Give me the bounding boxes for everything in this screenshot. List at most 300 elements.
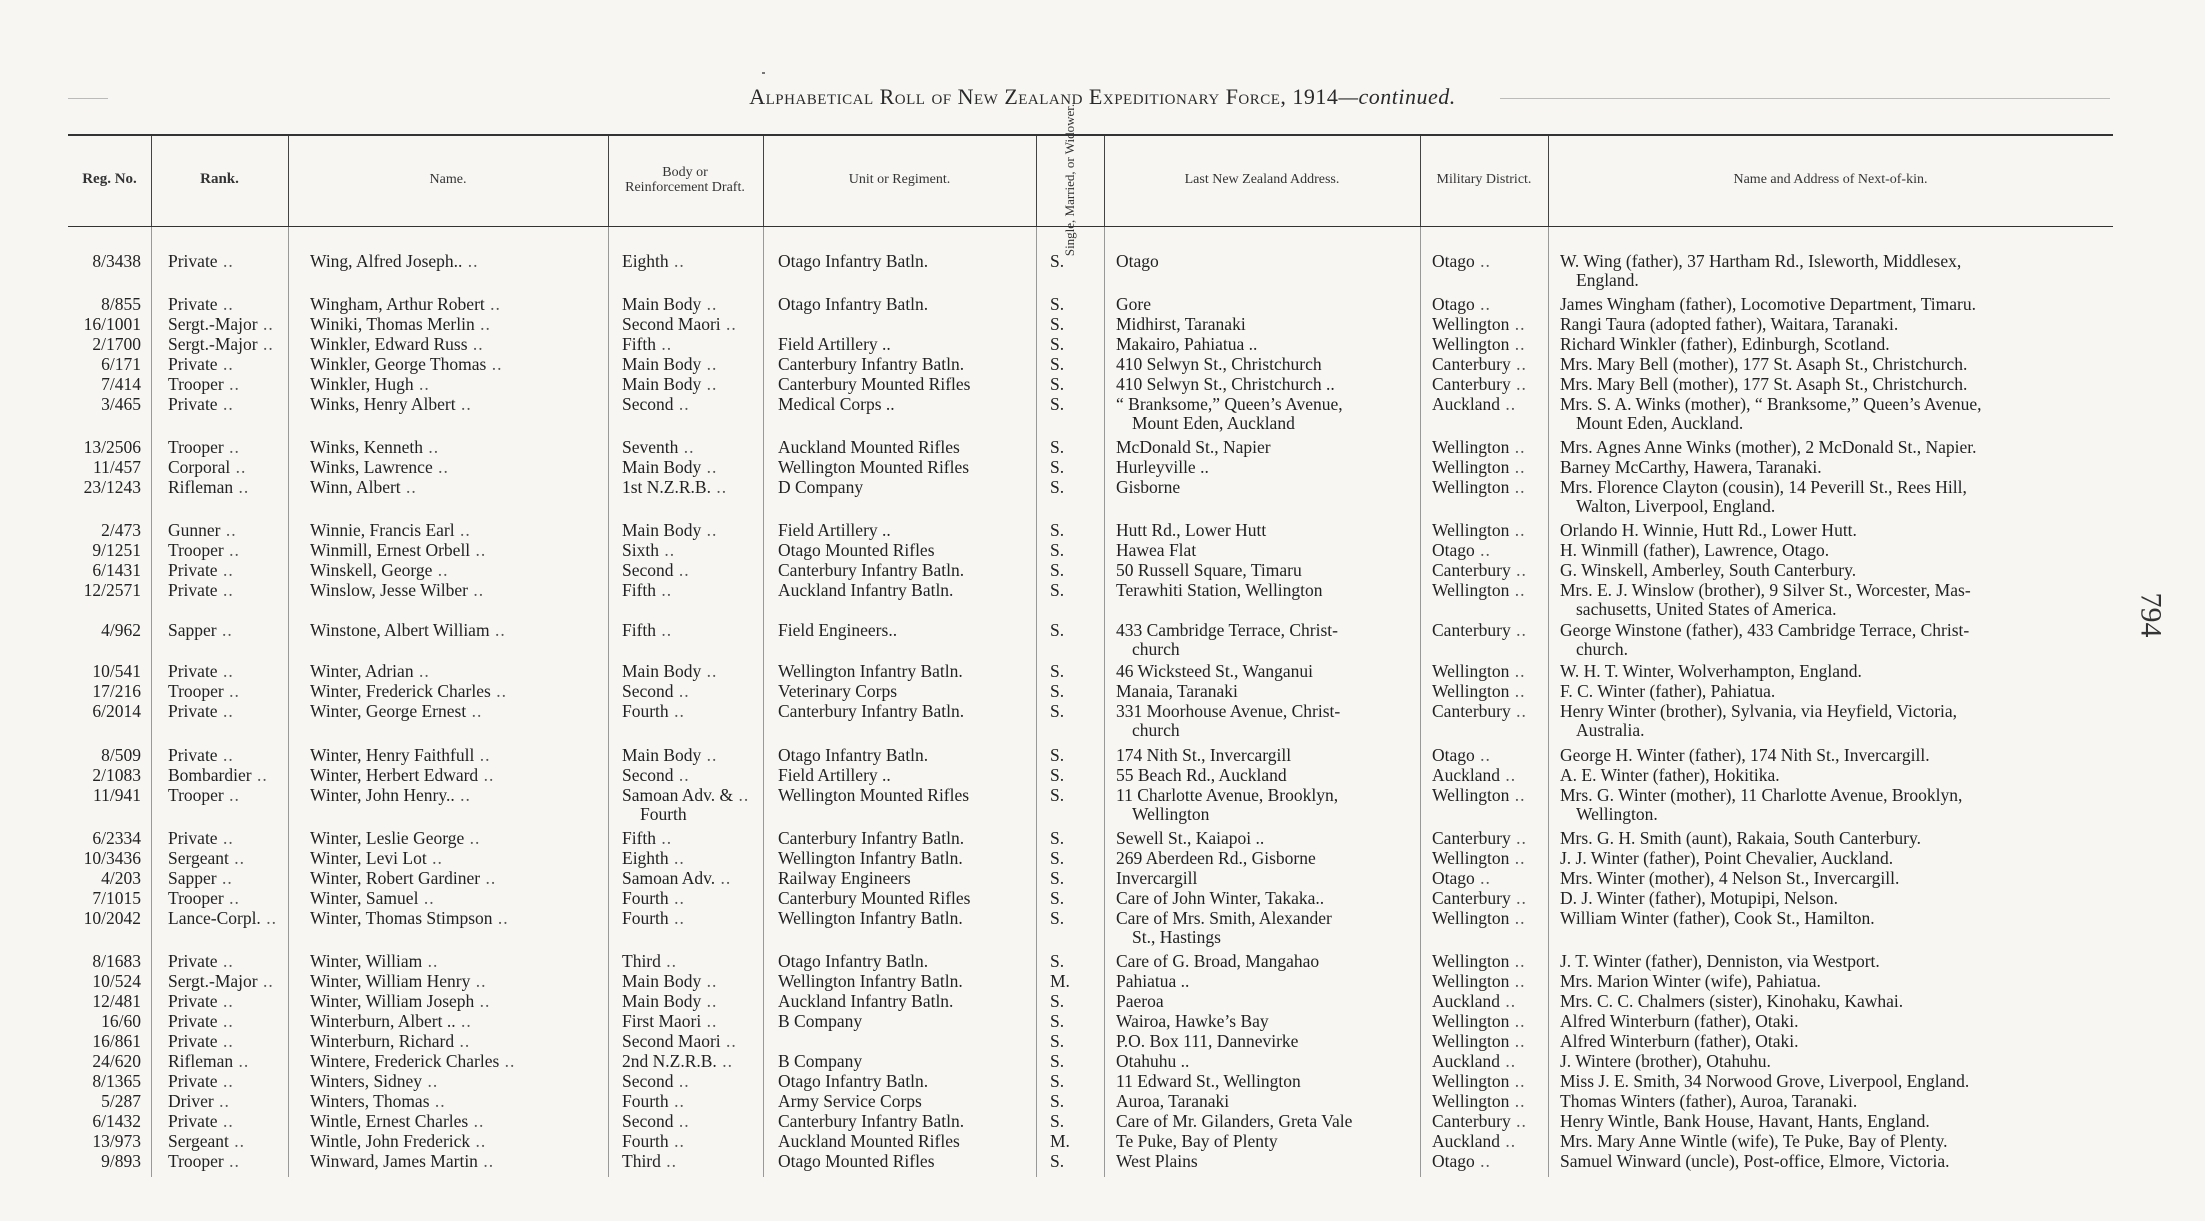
cell-kin-text: Mrs. G. H. Smith (aunt), Rakaia, South Canterbury. <box>1560 828 1921 848</box>
cell-unit <box>778 766 1033 785</box>
cell-name <box>310 702 602 721</box>
cell-rank-text: Private <box>168 661 218 681</box>
cell-body-text: 1st N.Z.R.B. <box>622 477 711 497</box>
header-reg-no-text: Reg. No. <box>82 171 137 187</box>
cell-st <box>1050 395 1090 414</box>
cell-body <box>622 992 760 1011</box>
cell-name-text: Wing, Alfred Joseph.. <box>310 251 463 271</box>
cell-addr-text: Hutt Rd., Lower Hutt <box>1116 520 1267 540</box>
cell-rank-text: Rifleman <box>168 1051 234 1071</box>
cell-kin-text: Richard Winkler (father), Edinburgh, Scotland. <box>1560 334 1890 354</box>
cell-rank <box>168 869 288 888</box>
cell-unit <box>778 1132 1033 1151</box>
dot-leader: .. <box>217 580 234 600</box>
cell-addr-text: 11 Edward St., Wellington <box>1116 1071 1301 1091</box>
cell-body <box>622 252 760 271</box>
cell-st <box>1050 682 1090 701</box>
dot-leader: .. <box>216 620 233 640</box>
cell-name-text: Winward, James Martin <box>310 1151 478 1171</box>
cell-st <box>1050 478 1090 497</box>
cell-name-text: Wintere, Frederick Charles <box>310 1051 500 1071</box>
cell-body-text: Main Body <box>622 294 702 314</box>
cell-name-text: Winter, George Ernest <box>310 701 467 721</box>
cell-addr-text: Makairo, Pahiatua .. <box>1116 334 1258 354</box>
dot-leader: .. <box>1510 888 1527 908</box>
dot-leader: .. <box>228 1131 246 1151</box>
dot-leader: .. <box>673 681 690 701</box>
cell-dist-text: Wellington <box>1432 457 1510 477</box>
dot-leader: .. <box>1500 394 1517 414</box>
cell-name <box>310 521 602 540</box>
cell-dist <box>1432 1012 1544 1031</box>
cell-unit-text: Auckland Mounted Rifles <box>778 437 960 457</box>
cell-name <box>310 766 602 785</box>
cell-unit-text: B Company <box>778 1011 863 1031</box>
cell-kin-text: Mrs. G. Winter (mother), 11 Charlotte Avenue, Brooklyn, <box>1560 785 1963 805</box>
cell-rank <box>168 335 288 354</box>
dot-leader: .. <box>217 560 234 580</box>
cell-addr-text: 410 Selwyn St., Christchurch <box>1116 354 1322 374</box>
cell-rank <box>168 889 288 908</box>
cell-body-text: Samoan Adv. & <box>622 785 734 805</box>
cell-rank <box>168 521 288 540</box>
dot-leader: .. <box>720 314 737 334</box>
cell-unit <box>778 786 1033 805</box>
cell-unit-text: Army Service Corps <box>778 1091 922 1111</box>
cell-rank-text: Trooper <box>168 1151 224 1171</box>
cell-st <box>1050 952 1090 971</box>
dot-leader: .. <box>710 477 728 497</box>
cell-reg <box>68 335 141 354</box>
cell-dist-text: Auckland <box>1432 1051 1501 1071</box>
cell-rank-text: Trooper <box>168 681 224 701</box>
cell-kin <box>1560 909 2120 928</box>
cell-addr <box>1116 1132 1416 1151</box>
cell-rank <box>168 972 288 991</box>
cell-rank <box>168 1112 288 1131</box>
cell-st-text: S. <box>1050 580 1065 600</box>
cell-st-text: S. <box>1050 620 1065 640</box>
cell-dist-text: Auckland <box>1432 991 1501 1011</box>
dot-leader: .. <box>1510 701 1527 721</box>
cell-body <box>622 621 760 640</box>
cell-body <box>622 889 760 908</box>
cell-st <box>1050 1052 1090 1071</box>
cell-unit-text: Otago Mounted Rifles <box>778 540 935 560</box>
cell-body-text: Main Body <box>622 991 702 1011</box>
cell-addr-text: West Plains <box>1116 1151 1198 1171</box>
cell-body-text: Second <box>622 394 674 414</box>
cell-name <box>310 952 602 971</box>
cell-kin <box>1560 458 2120 477</box>
cell-dist <box>1432 1052 1544 1071</box>
dot-leader: .. <box>701 971 718 991</box>
cell-body-text: Third <box>622 951 661 971</box>
cell-rank-text: Private <box>168 394 218 414</box>
cell-reg-text: 10/3436 <box>83 848 141 868</box>
cell-reg-text: 2/1700 <box>92 334 141 354</box>
cell-name-text: Winter, Robert Gardiner <box>310 868 481 888</box>
cell-unit <box>778 581 1033 600</box>
dot-leader: .. <box>1509 1071 1526 1091</box>
cell-addr-text: “ Branksome,” Queen’s Avenue, <box>1116 394 1343 414</box>
cell-rank <box>168 295 288 314</box>
cell-dist <box>1432 849 1544 868</box>
cell-kin-text: Miss J. E. Smith, 34 Norwood Grove, Liverpool, England. <box>1560 1071 1970 1091</box>
dot-leader: .. <box>1509 785 1526 805</box>
cell-unit <box>778 438 1033 457</box>
cell-rank-text: Sergeant <box>168 1131 229 1151</box>
cell-kin-continued: Australia. <box>1576 720 1645 740</box>
header-address-text: Last New Zealand Address. <box>1184 172 1340 187</box>
cell-reg <box>68 869 141 888</box>
cell-unit <box>778 909 1033 928</box>
cell-addr-continued: St., Hastings <box>1132 927 1221 947</box>
cell-rank <box>168 1032 288 1051</box>
cell-unit-text: Medical Corps .. <box>778 394 895 414</box>
cell-unit <box>778 295 1033 314</box>
dot-leader: .. <box>260 908 277 928</box>
cell-name-text: Wintle, John Frederick <box>310 1131 471 1151</box>
cell-dist <box>1432 621 1544 640</box>
cell-body-text: Seventh <box>622 437 679 457</box>
cell-name <box>310 621 602 640</box>
cell-addr-text: Pahiatua .. <box>1116 971 1190 991</box>
cell-name-text: Winter, Frederick Charles <box>310 681 491 701</box>
cell-kin-continued: Wellington. <box>1576 804 1658 824</box>
cell-rank-text: Lance-Corpl. <box>168 908 261 928</box>
cell-rank-text: Private <box>168 701 218 721</box>
dot-leader: .. <box>468 580 485 600</box>
cell-kin <box>1560 561 2120 580</box>
cell-rank <box>168 662 288 681</box>
cell-dist-text: Wellington <box>1432 520 1510 540</box>
cell-reg-text: 6/1431 <box>92 560 141 580</box>
cell-reg <box>68 1112 141 1131</box>
cell-name-text: Winks, Henry Albert <box>310 394 456 414</box>
header-body-text: Body or Reinforcement Draft. <box>625 164 745 195</box>
cell-dist <box>1432 1072 1544 1091</box>
cell-st <box>1050 702 1090 721</box>
cell-body <box>622 581 760 600</box>
cell-reg <box>68 1032 141 1051</box>
cell-rank-text: Private <box>168 991 218 1011</box>
cell-st-text: S. <box>1050 540 1065 560</box>
cell-addr <box>1116 1092 1416 1111</box>
cell-kin-text: Mrs. Agnes Anne Winks (mother), 2 McDonald St., Napier. <box>1560 437 1977 457</box>
dot-leader: .. <box>213 1091 230 1111</box>
cell-unit <box>778 869 1033 888</box>
cell-addr-text: Auroa, Taranaki <box>1116 1091 1230 1111</box>
cell-name-text: Winkler, George Thomas <box>310 354 487 374</box>
cell-reg-text: 8/1683 <box>92 951 141 971</box>
dot-leader: .. <box>455 1011 472 1031</box>
cell-name-text: Winter, William Joseph <box>310 991 475 1011</box>
cell-name-text: Winskell, George <box>310 560 433 580</box>
cell-dist <box>1432 952 1544 971</box>
cell-rank <box>168 561 288 580</box>
cell-st <box>1050 766 1090 785</box>
cell-rank-text: Trooper <box>168 374 224 394</box>
dot-leader: .. <box>230 457 247 477</box>
cell-reg <box>68 561 141 580</box>
cell-rank-text: Sapper <box>168 620 217 640</box>
dot-leader: .. <box>217 251 234 271</box>
cell-dist-text: Otago <box>1432 868 1475 888</box>
cell-addr-text: 50 Russell Square, Timaru <box>1116 560 1302 580</box>
cell-kin-continued: sachusetts, United States of America. <box>1576 599 1837 619</box>
cell-reg <box>68 766 141 785</box>
cell-body-text: Fourth <box>622 888 669 908</box>
cell-dist <box>1432 786 1544 805</box>
cell-st-text: S. <box>1050 314 1065 334</box>
cell-addr <box>1116 972 1416 991</box>
cell-body-text: Main Body <box>622 374 702 394</box>
cell-addr-text: Wairoa, Hawke’s Bay <box>1116 1011 1269 1031</box>
cell-body <box>622 478 760 497</box>
cell-dist-text: Auckland <box>1432 1131 1501 1151</box>
cell-name-text: Winter, Samuel <box>310 888 419 908</box>
cell-kin <box>1560 438 2120 457</box>
cell-reg-text: 6/2334 <box>92 828 141 848</box>
cell-reg <box>68 702 141 721</box>
cell-dist <box>1432 1132 1544 1151</box>
cell-unit <box>778 335 1033 354</box>
cell-rank-text: Private <box>168 1011 218 1031</box>
cell-reg <box>68 458 141 477</box>
cell-addr <box>1116 295 1416 314</box>
dot-leader: .. <box>1474 540 1491 560</box>
cell-addr-text: Midhirst, Taranaki <box>1116 314 1246 334</box>
cell-addr <box>1116 335 1416 354</box>
cell-unit-text: Canterbury Infantry Batln. <box>778 1111 965 1131</box>
cell-st <box>1050 746 1090 765</box>
cell-name-text: Winterburn, Richard <box>310 1031 455 1051</box>
cell-rank-text: Rifleman <box>168 477 234 497</box>
dot-leader: .. <box>1509 1031 1526 1051</box>
cell-addr <box>1116 1012 1416 1031</box>
cell-kin-continued: Walton, Liverpool, England. <box>1576 496 1776 516</box>
cell-unit <box>778 1012 1033 1031</box>
cell-addr-text: P.O. Box 111, Dannevirke <box>1116 1031 1299 1051</box>
cell-body-text: Fourth <box>622 701 669 721</box>
cell-unit-text: Wellington Infantry Batln. <box>778 908 963 928</box>
cell-name <box>310 662 602 681</box>
dot-leader: .. <box>217 1111 234 1131</box>
cell-unit-text: Wellington Infantry Batln. <box>778 661 963 681</box>
cell-addr-continued: Mount Eden, Auckland <box>1132 413 1295 433</box>
cell-kin-text: Mrs. Florence Clayton (cousin), 14 Peverill St., Rees Hill, <box>1560 477 1967 497</box>
cell-addr <box>1116 541 1416 560</box>
cell-name <box>310 355 602 374</box>
header-rank-text: Rank. <box>200 171 239 187</box>
cell-rank-text: Corporal <box>168 457 231 477</box>
cell-st-text: M. <box>1050 1131 1070 1151</box>
cell-kin-text: Mrs. S. A. Winks (mother), “ Branksome,” Queen’s Avenue, <box>1560 394 1982 414</box>
dot-leader: .. <box>715 868 732 888</box>
cell-reg-text: 17/216 <box>92 681 141 701</box>
cell-addr-continued: church <box>1132 720 1180 740</box>
cell-reg <box>68 295 141 314</box>
cell-reg-text: 6/171 <box>101 354 141 374</box>
cell-dist <box>1432 458 1544 477</box>
cell-reg <box>68 889 141 908</box>
cell-reg <box>68 1092 141 1111</box>
cell-kin <box>1560 1012 2120 1031</box>
cell-st-text: S. <box>1050 394 1065 414</box>
cell-body-text: Second Maori <box>622 314 721 334</box>
cell-rank-text: Private <box>168 354 218 374</box>
cell-st <box>1050 621 1090 640</box>
cell-body <box>622 972 760 991</box>
cell-rank <box>168 992 288 1011</box>
cell-unit <box>778 252 1033 271</box>
cell-name-text: Winter, William <box>310 951 423 971</box>
cell-unit <box>778 1112 1033 1131</box>
cell-body <box>622 315 760 334</box>
cell-body-text: Second <box>622 765 674 785</box>
cell-body <box>622 849 760 868</box>
cell-body <box>622 355 760 374</box>
cell-dist <box>1432 702 1544 721</box>
cell-name <box>310 375 602 394</box>
cell-st <box>1050 1152 1090 1171</box>
dot-leader: .. <box>1509 661 1526 681</box>
cell-body-continued: Fourth <box>640 804 687 824</box>
dot-leader: .. <box>477 1151 495 1171</box>
dot-leader: .. <box>217 1071 234 1091</box>
cell-dist-text: Wellington <box>1432 1071 1510 1091</box>
cell-kin-text: J. Wintere (brother), Otahuhu. <box>1560 1051 1771 1071</box>
cell-kin <box>1560 521 2120 540</box>
dot-leader: .. <box>474 745 491 765</box>
dot-leader: .. <box>701 374 718 394</box>
cell-kin-text: James Wingham (father), Locomotive Department, Timaru. <box>1560 294 1976 314</box>
cell-kin <box>1560 295 2120 314</box>
cell-unit-text: D Company <box>778 477 864 497</box>
cell-st <box>1050 315 1090 334</box>
cell-rank-text: Private <box>168 1071 218 1091</box>
dot-leader: .. <box>223 681 240 701</box>
cell-st-text: M. <box>1050 971 1070 991</box>
cell-st <box>1050 1072 1090 1091</box>
cell-kin-text: Orlando H. Winnie, Hutt Rd., Lower Hutt. <box>1560 520 1857 540</box>
cell-reg-text: 16/1001 <box>83 314 141 334</box>
cell-rank-text: Sapper <box>168 868 217 888</box>
cell-st-text: S. <box>1050 888 1065 908</box>
cell-body <box>622 909 760 928</box>
cell-kin-text: Mrs. Mary Bell (mother), 177 St. Asaph St., Christchurch. <box>1560 374 1968 394</box>
cell-unit-text: Wellington Infantry Batln. <box>778 848 963 868</box>
cell-dist-text: Otago <box>1432 745 1475 765</box>
cell-name-text: Winkler, Edward Russ <box>310 334 468 354</box>
cell-body <box>622 438 760 457</box>
dot-leader: .. <box>400 477 417 497</box>
cell-kin-text: H. Winmill (father), Lawrence, Otago. <box>1560 540 1830 560</box>
cell-kin <box>1560 581 2120 600</box>
cell-dist-text: Otago <box>1432 1151 1475 1171</box>
cell-name <box>310 972 602 991</box>
cell-dist-text: Wellington <box>1432 681 1510 701</box>
dot-leader: .. <box>467 334 484 354</box>
cell-unit <box>778 702 1033 721</box>
cell-unit-text: Otago Infantry Batln. <box>778 294 929 314</box>
cell-addr <box>1116 909 1416 928</box>
cell-unit <box>778 889 1033 908</box>
cell-st <box>1050 295 1090 314</box>
dot-leader: .. <box>673 1111 690 1131</box>
cell-name-text: Winnie, Francis Earl <box>310 520 455 540</box>
cell-addr <box>1116 992 1416 1011</box>
cell-name <box>310 1052 602 1071</box>
cell-kin <box>1560 829 2120 848</box>
header-kin-text: Name and Address of Next-of-kin. <box>1733 172 1928 187</box>
cell-st-text: S. <box>1050 868 1065 888</box>
cell-addr-text: 433 Cambridge Terrace, Christ- <box>1116 620 1338 640</box>
cell-dist-text: Wellington <box>1432 314 1510 334</box>
cell-kin <box>1560 395 2120 414</box>
cell-kin <box>1560 682 2120 701</box>
cell-dist <box>1432 315 1544 334</box>
cell-addr <box>1116 702 1416 721</box>
cell-st-text: S. <box>1050 908 1065 928</box>
dot-leader: .. <box>413 661 430 681</box>
dot-leader: .. <box>673 765 690 785</box>
dot-leader: .. <box>1509 951 1526 971</box>
dot-leader: .. <box>1510 828 1527 848</box>
cell-st <box>1050 786 1090 805</box>
cell-dist <box>1432 561 1544 580</box>
cell-rank <box>168 355 288 374</box>
cell-rank <box>168 315 288 334</box>
dot-leader: .. <box>432 560 449 580</box>
dot-leader: .. <box>422 951 439 971</box>
cell-reg-text: 10/541 <box>92 661 141 681</box>
cell-body-text: Fifth <box>622 620 657 640</box>
dot-leader: .. <box>1510 620 1527 640</box>
cell-kin <box>1560 1072 2120 1091</box>
cell-st-text: S. <box>1050 661 1065 681</box>
dot-leader: .. <box>1500 1131 1517 1151</box>
dot-leader: .. <box>656 580 673 600</box>
cell-unit-text: Field Engineers.. <box>778 620 898 640</box>
dot-leader: .. <box>673 394 690 414</box>
cell-kin <box>1560 952 2120 971</box>
cell-st-text: S. <box>1050 1031 1065 1051</box>
cell-st <box>1050 1132 1090 1151</box>
cell-dist-text: Otago <box>1432 251 1475 271</box>
cell-unit-text: Veterinary Corps <box>778 681 898 701</box>
cell-kin <box>1560 786 2120 805</box>
dot-leader: .. <box>668 888 685 908</box>
cell-st-text: S. <box>1050 701 1065 721</box>
cell-addr <box>1116 889 1416 908</box>
cell-name-text: Winter, Thomas Stimpson <box>310 908 493 928</box>
cell-body <box>622 335 760 354</box>
cell-dist-text: Canterbury <box>1432 354 1511 374</box>
cell-kin-text: William Winter (father), Cook St., Hamilton. <box>1560 908 1875 928</box>
cell-reg <box>68 1052 141 1071</box>
cell-st <box>1050 521 1090 540</box>
dot-leader: .. <box>1510 374 1527 394</box>
cell-kin <box>1560 1092 2120 1111</box>
dot-leader: .. <box>454 520 471 540</box>
cell-st-text: S. <box>1050 520 1065 540</box>
dot-leader: .. <box>701 661 718 681</box>
cell-unit <box>778 375 1033 394</box>
cell-rank-text: Private <box>168 580 218 600</box>
cell-unit-text: Railway Engineers <box>778 868 911 888</box>
